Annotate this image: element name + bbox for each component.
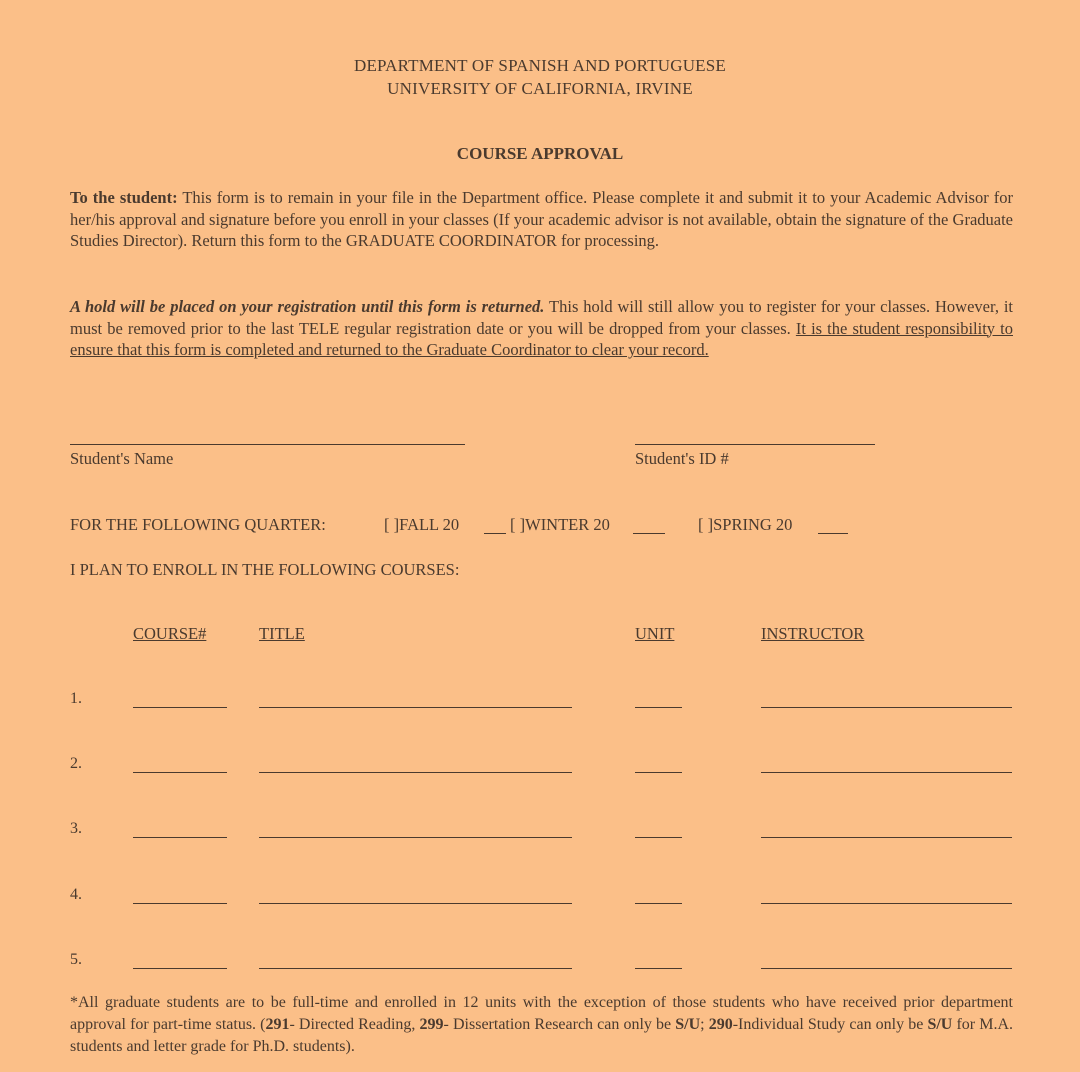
- column-course-number: COURSE#: [133, 624, 207, 643]
- hold-underlined: It is the student responsibility to ensure that this form is completed and returned to the Graduate Coordinator to clear your record.: [70, 318, 1013, 359]
- hold-lead: A hold will be placed on your registration until this form is returned.: [70, 297, 545, 316]
- footnote: *All graduate students are to be full-time and enrolled in 12 units with the exception of those students who have received prior department approval for part-time status. (291- Directed Reading, 299- Dissertation Research can only be S/U; 290-Individual Study can only be S/U for M.A. students and letter grade for Ph.D. students).: [70, 994, 1013, 1055]
- course-number-blank[interactable]: [133, 772, 227, 773]
- course-title-blank[interactable]: [259, 707, 572, 708]
- course-title-blank[interactable]: [259, 837, 572, 838]
- department-name: DEPARTMENT OF SPANISH AND PORTUGUESE: [354, 56, 726, 75]
- form-title: COURSE APPROVAL: [456, 144, 624, 163]
- course-unit-blank[interactable]: [635, 837, 682, 838]
- course-instructor-blank[interactable]: [761, 968, 1012, 969]
- column-unit: UNIT: [635, 624, 675, 643]
- course-title-blank[interactable]: [259, 772, 572, 773]
- course-number-blank[interactable]: [133, 707, 227, 708]
- winter-year-blank[interactable]: [633, 533, 665, 534]
- row-number: 2.: [70, 755, 82, 772]
- quarter-winter-option[interactable]: [ ]WINTER 20: [510, 515, 610, 535]
- course-title-blank[interactable]: [259, 903, 572, 904]
- student-name-label: Student's Name: [70, 449, 174, 468]
- hold-paragraph: [70, 296, 1013, 361]
- course-title-blank[interactable]: [259, 968, 572, 969]
- quarter-fall-option[interactable]: [ ]FALL 20: [384, 515, 459, 535]
- row-number: 1.: [70, 690, 82, 707]
- student-id-label: Student's ID #: [635, 449, 729, 468]
- row-number: 4.: [70, 886, 82, 903]
- column-title: TITLE: [259, 624, 305, 643]
- hold-text: This hold will still allow you to register for your classes. However, it must be removed prior to the last TELE regular registration date or you will be dropped from your classes.: [70, 297, 1013, 338]
- intro-paragraph: [70, 187, 1013, 252]
- course-instructor-blank[interactable]: [761, 903, 1012, 904]
- fall-year-blank[interactable]: [484, 533, 506, 534]
- intro-text: This form is to remain in your file in the Department office. Please complete it and submit it to your Academic Advisor for her/his approval and signature before you enroll in your classes (If your academic advisor is not available, obtain the signature of the Graduate Studies Director). Return this form to the GRADUATE COORDINATOR for processing.: [70, 188, 1013, 250]
- course-unit-blank[interactable]: [635, 772, 682, 773]
- course-number-blank[interactable]: [133, 968, 227, 969]
- course-unit-blank[interactable]: [635, 707, 682, 708]
- course-unit-blank[interactable]: [635, 903, 682, 904]
- row-number: 3.: [70, 820, 82, 837]
- university-name: UNIVERSITY OF CALIFORNIA, IRVINE: [387, 79, 693, 98]
- enroll-label: I PLAN TO ENROLL IN THE FOLLOWING COURSES:: [70, 560, 460, 579]
- quarter-label: FOR THE FOLLOWING QUARTER:: [70, 515, 326, 534]
- course-instructor-blank[interactable]: [761, 707, 1012, 708]
- spring-year-blank[interactable]: [818, 533, 848, 534]
- row-number: 5.: [70, 951, 82, 968]
- column-instructor: INSTRUCTOR: [761, 624, 865, 643]
- course-unit-blank[interactable]: [635, 968, 682, 969]
- course-number-blank[interactable]: [133, 837, 227, 838]
- intro-lead: To the student:: [70, 188, 178, 207]
- student-id-line[interactable]: [635, 444, 875, 445]
- student-name-line[interactable]: [70, 444, 465, 445]
- course-number-blank[interactable]: [133, 903, 227, 904]
- course-instructor-blank[interactable]: [761, 837, 1012, 838]
- course-instructor-blank[interactable]: [761, 772, 1012, 773]
- quarter-spring-option[interactable]: [ ]SPRING 20: [698, 515, 792, 535]
